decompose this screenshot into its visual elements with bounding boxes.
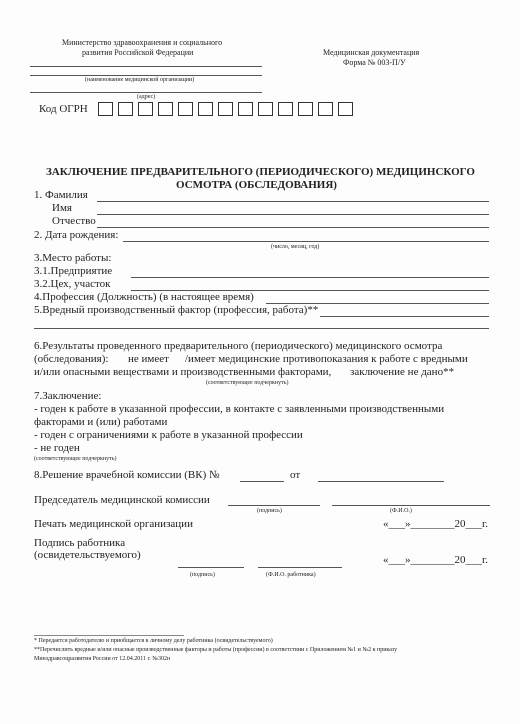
birthdate-input[interactable] <box>123 241 489 242</box>
hazard-input-continued[interactable] <box>34 328 489 329</box>
ogrn-digit-box[interactable] <box>218 102 233 116</box>
form-number: Форма № 003-П/У <box>343 58 406 67</box>
footnote-2-line2: Минздравсоцразвития России от 12.04.2011 г. №302н <box>34 656 171 662</box>
ogrn-digit-box[interactable] <box>278 102 293 116</box>
ogrn-digit-box[interactable] <box>198 102 213 116</box>
title-line2: ОСМОТРА (ОБСЛЕДОВАНИЯ) <box>176 179 337 191</box>
ogrn-digit-box[interactable] <box>338 102 353 116</box>
enterprise-input[interactable] <box>131 277 489 278</box>
doc-type: Медицинская документация <box>323 48 420 57</box>
hazard-label: 5.Вредный производственный фактор (профессия, работа)** <box>34 304 319 316</box>
patronymic-label: Отчество <box>52 215 96 227</box>
worker-signature-label1: Подпись работника <box>34 537 126 549</box>
chair-signature-caption: (подпись) <box>257 508 282 514</box>
surname-label: 1. Фамилия <box>34 189 88 201</box>
chair-label: Председатель медицинской комиссии <box>34 494 210 506</box>
profession-label: 4.Профессия (Должность) (в настоящее время) <box>34 291 254 303</box>
ogrn-digit-box[interactable] <box>318 102 333 116</box>
ministry-line2: развития Российской Федерации <box>82 48 194 57</box>
ogrn-digit-box[interactable] <box>98 102 113 116</box>
name-label: Имя <box>52 202 72 214</box>
results-line2a: (обследования): <box>34 353 109 365</box>
department-label: 3.2.Цех, участок <box>34 278 111 290</box>
commission-decision-label: 8.Решение врачебной комиссии (ВК) № <box>34 469 220 481</box>
ogrn-digit-box[interactable] <box>238 102 253 116</box>
option-fit-line2[interactable]: факторами и (или) работами <box>34 416 168 428</box>
name-input[interactable] <box>97 214 489 215</box>
org-name-line <box>30 66 262 67</box>
option-unfit[interactable]: - не годен <box>34 442 80 454</box>
birthdate-caption: (число, месяц, год) <box>271 244 320 250</box>
ogrn-digit-box[interactable] <box>178 102 193 116</box>
worker-fio-input[interactable] <box>258 567 342 568</box>
seal-date-field[interactable]: «___»________20___г. <box>383 518 489 530</box>
decision-from-label: от <box>290 469 301 481</box>
chair-fio-input[interactable] <box>332 505 490 506</box>
decision-number-input[interactable] <box>240 481 284 482</box>
ministry-line1: Министерство здравоохранения и социального <box>62 38 223 47</box>
worker-date-field[interactable]: «___»________20___г. <box>383 554 489 566</box>
ogrn-digit-box[interactable] <box>298 102 313 116</box>
worker-signature-input[interactable] <box>178 567 244 568</box>
birthdate-label: 2. Дата рождения: <box>34 229 119 241</box>
address-caption: (адрес) <box>137 94 156 100</box>
seal-label: Печать медицинской организации <box>34 518 193 530</box>
decision-date-input[interactable] <box>318 481 444 482</box>
ogrn-digit-box[interactable] <box>118 102 133 116</box>
patronymic-input[interactable] <box>97 227 489 228</box>
ogrn-label: Код ОГРН <box>39 103 88 115</box>
chair-fio-caption: (Ф.И.О.) <box>390 508 412 514</box>
address-line <box>30 92 262 93</box>
worker-signature-label2: (освидетельствуемого) <box>34 549 141 561</box>
workplace-label: 3.Место работы: <box>34 252 112 264</box>
chair-signature-input[interactable] <box>228 505 320 506</box>
option-has-contraindications[interactable]: /имеет медицинские противопоказания к работе с вредными <box>185 353 468 365</box>
option-fit-restricted[interactable]: - годен с ограничениями к работе в указанной профессии <box>34 429 303 441</box>
results-line1: 6.Результаты проведенного предварительного (периодического) медицинского осмотра <box>34 340 443 352</box>
org-name-line-2 <box>30 75 262 76</box>
worker-fio-caption: (Ф.И.О. работника) <box>266 572 316 578</box>
conclusion-heading: 7.Заключение: <box>34 390 102 402</box>
enterprise-label: 3.1.Предприятие <box>34 265 113 277</box>
surname-input[interactable] <box>97 201 489 202</box>
results-caption: (соответствующее подчеркнуть) <box>206 380 289 386</box>
worker-signature-caption: (подпись) <box>190 572 215 578</box>
option-fit-line1[interactable]: - годен к работе в указанной профессии, в контакте с заявленными производственными <box>34 403 445 415</box>
footnote-1: * Передается работодателю и приобщается к личному делу работника (освидетельствуемого) <box>34 638 273 644</box>
ogrn-digit-box[interactable] <box>158 102 173 116</box>
hazard-input[interactable] <box>320 316 489 317</box>
org-caption: (наименование медицинской организации) <box>85 77 195 83</box>
ogrn-digit-box[interactable] <box>258 102 273 116</box>
footnote-2-line1: **Перечислить вредные и/или опасные производственные факторы и работы (профессии) в соответствии с Приложением №1 и №2 к приказу <box>34 647 398 653</box>
title-line1: ЗАКЛЮЧЕНИЕ ПРЕДВАРИТЕЛЬНОГО (ПЕРИОДИЧЕСКОГО) МЕДИЦИНСКОГО <box>46 166 475 178</box>
ogrn-digit-box[interactable] <box>138 102 153 116</box>
conclusion-caption: (соответствующее подчеркнуть) <box>34 456 117 462</box>
results-line3a: и/или опасными веществами и производственными факторами, <box>34 366 332 378</box>
option-no-contraindications[interactable]: не имеет <box>128 353 169 365</box>
footnote-divider <box>34 635 184 636</box>
option-no-conclusion[interactable]: заключение не дано** <box>350 366 455 378</box>
